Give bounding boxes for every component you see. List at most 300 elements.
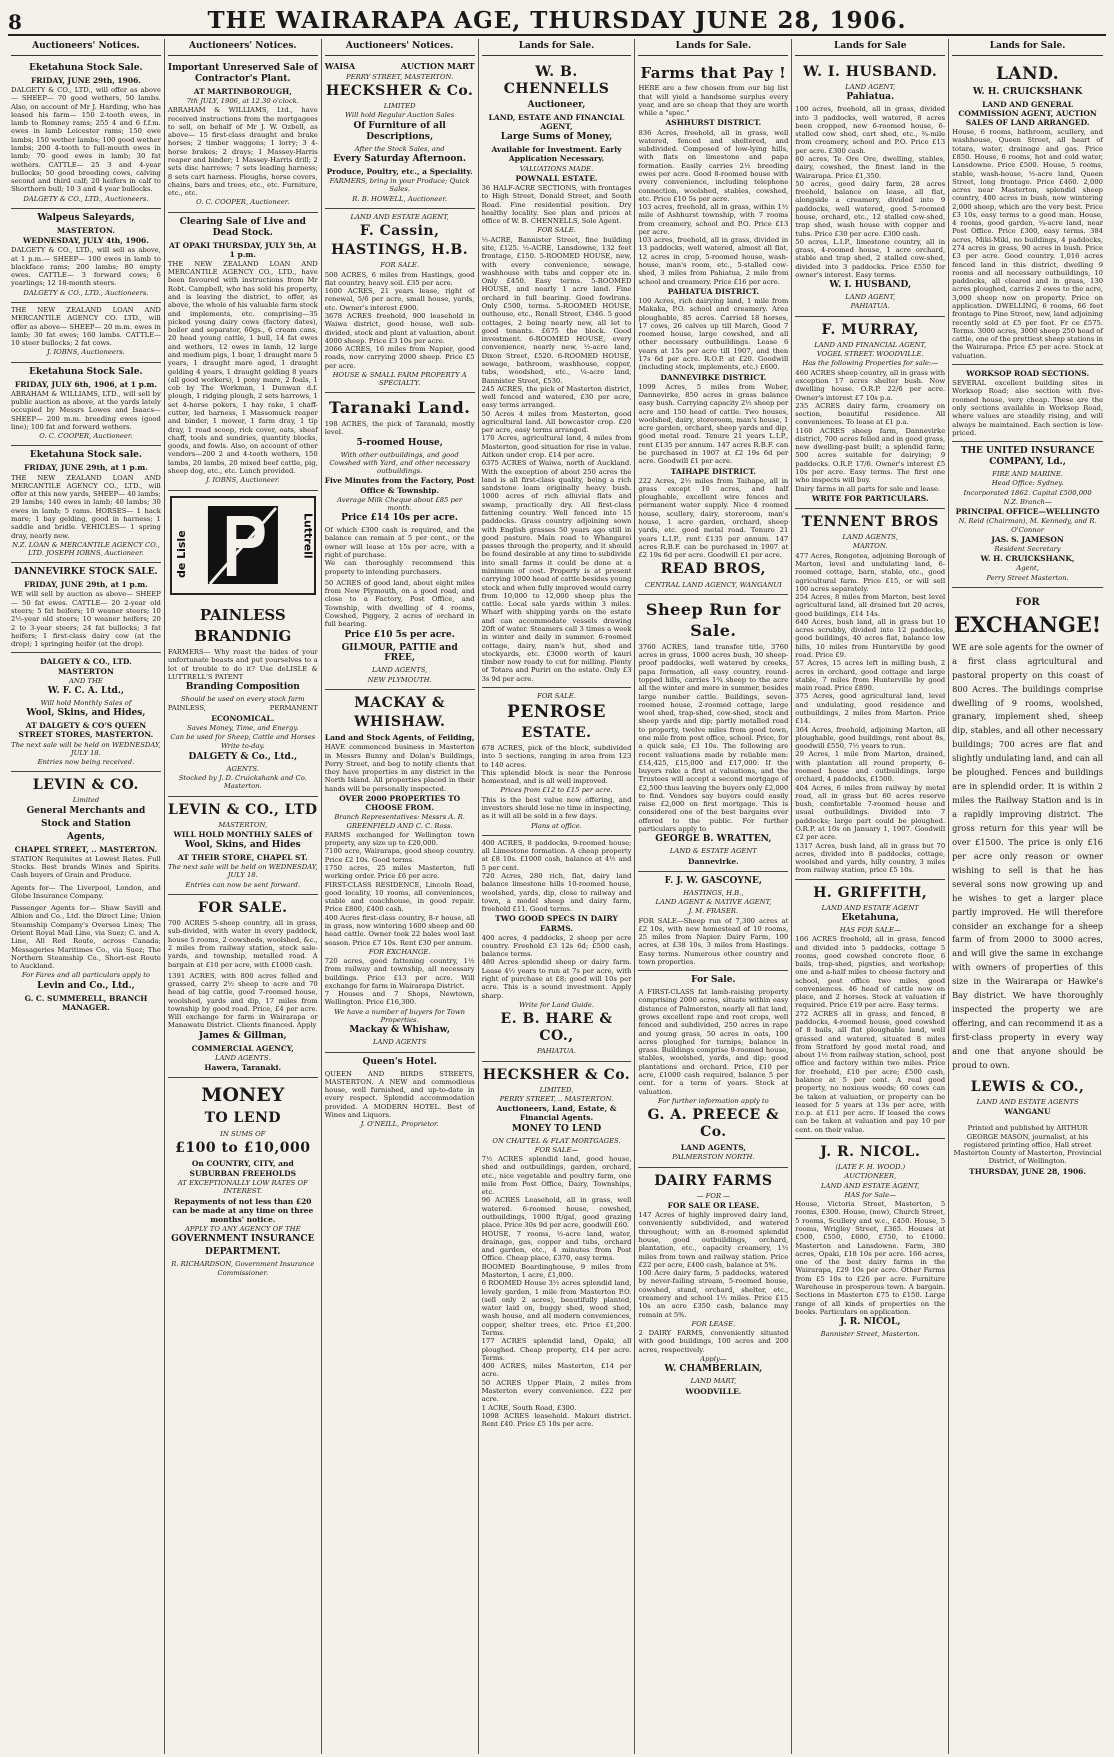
ad-listing-8: 50 ACRES Upper Plain, 2 miles from Masterton every convenience. £22 per acre. xyxy=(481,1378,632,1404)
column-header: Auctioneers' Notices. xyxy=(168,39,318,56)
ad-listing-5: 375 Acres, good agricultural land, level and undulating, good residence and outbuildings, 2 miles from Marton. Price £14. xyxy=(795,692,946,726)
ad-signature-sub: CENTRAL LAND AGENCY, WANGANUI xyxy=(644,580,782,589)
ad-listing-1: 678 ACRES, pick of the block, subdivided into 5 sections, ranging in area from 123 to 140 acres. xyxy=(481,744,632,769)
ad-listing-2: 1600 ACRES, 21 years lease, right of renewal, 5/6 per acre, small house, yards, etc. Owner's interest £900. xyxy=(324,287,475,312)
ad-land: LAND AGENTS. xyxy=(215,1053,271,1062)
ad-after: After the Stock Sales, and xyxy=(354,144,445,153)
ad-goods: Wool, Skins, and Hides, xyxy=(26,708,146,719)
ad-entries: Entries can now be sent forward. xyxy=(185,880,301,889)
column-1 xyxy=(8,39,165,1754)
ad-date: FRIDAY, JUNE 29th, at 1 p.m. xyxy=(24,580,148,590)
ad-listing-1: 100 acres, freehold, all in grass, divided into 3 paddocks, well watered, 8 acres been cropped, new 6-roomed house, 6-stalled cow shed, cart shed, etc., ¾-mile from creamery, school and P.O. Price £13 per acre. £300 cash. xyxy=(795,105,946,155)
ad-on: ON CHATTEL & FLAT MORTGAGES. xyxy=(492,1136,621,1145)
ad-land: LAND AND ESTATE AGENT, xyxy=(821,1181,920,1190)
painless-branding-ad xyxy=(168,600,318,797)
ad-listing-7: 29 Acres, 1 mile from Marton, drained, with plantation all round property, 6-roomed house and outbuildings, large orchard, 4 paddocks, £1500. xyxy=(795,750,946,784)
ad-line-2: Stock and Station xyxy=(40,818,131,829)
imprint: Printed and published by ARTHUR GEORGE MASON, journalist, at his registered printing office, Hall street Masterton County of Masterton, Provincial District, of Wellington. xyxy=(953,1124,1102,1166)
ad-body: ABRAHAM & WILLIAMS, Ltd., have received instructions from the mortgagees to sell, on behalf of Mr J. W. Ozbell, as above— 15 first-class draught and brake horses; 2 timber waggons; 1 lorry; 3 4-horse brakes; 2 drays; 1 Massey-Harris reaper and binder; 1 Massey-Harris drill; 2 sets disc harrows; 7 sets leading harness; 8 sets cart harness. Ploughs, horse covers, chains, bars and trees, etc., etc. Furniture, etc., etc. xyxy=(167,106,318,198)
ad-signature-sub: LAND AGENT, xyxy=(845,293,896,302)
ad-painless: PAINLESS, xyxy=(167,704,206,713)
ad-title-2: Sale. xyxy=(690,621,737,641)
ad-line-3: Agents, xyxy=(66,831,105,842)
ad-listing-2: 50 ACRES of good land, about eight miles from New Plymouth, on a good road, and close to a Factory, Post Office, and Township, with dwelling of 4 rooms, Cowshed, Piggery, 2 acres of orchard in full bearing. xyxy=(324,578,475,629)
ad-company: LEVIN & CO., LTD xyxy=(168,801,318,818)
ad-fares: For Fares and all particulars apply to xyxy=(21,971,151,980)
ad-has: Has the following Properties for sale:— xyxy=(802,359,939,368)
wfca-wool-sales-ad xyxy=(11,653,161,772)
ad-signature: N.Z. LOAN & MERCANTILE AGENCY CO., LTD. JOSEPH IOBNS, Auctioneer. xyxy=(12,540,160,558)
logo-left-text: de Lisle xyxy=(175,529,189,578)
ad-price-2: Price £10 5s per acre. xyxy=(344,629,455,640)
ad-sub: LAND AND FINANCIAL AGENT, xyxy=(814,340,927,349)
ad-sub: LAND AGENTS, xyxy=(680,1143,746,1153)
ad-and: AND THE xyxy=(68,676,103,685)
ad-title: DANNEVIRKE STOCK SALE. xyxy=(14,567,158,578)
ad-listing-3: 400 acres, 4 paddocks, 2 sheep per acre country. Freehold £3 12s 6d; £500 cash, balance terms. xyxy=(481,933,632,959)
ad-should: Should be used on every stock farm xyxy=(181,695,305,704)
ad-body: QUEEN AND BIRDS STREETS, MASTERTON. A NEW and commodious house, well furnished, and up-to-date in every respect. Splendid accommodation provided. A MODERN HOTEL. Best of Wines and Liquors. xyxy=(324,1069,475,1119)
ad-incorporated: Incorporated 1862. Capital £500,000 xyxy=(963,488,1092,497)
column-header: Lands for Sale xyxy=(795,39,945,56)
ad-listing-10: 1098 ACRES leasehold. Makuri district. Rent £40. Price £5 10s per acre. xyxy=(481,1411,632,1429)
ad-date: FRIDAY, JULY 6th, 1906, at 1 p.m. xyxy=(14,379,157,389)
ad-sub: LAND AGENT, xyxy=(845,83,896,92)
ad-next-sale: The next sale will be held on WEDNESDAY, JULY 18. xyxy=(11,740,161,757)
ad-signature: READ BROS, xyxy=(660,561,767,578)
ad-listing-2: 272 ACRES all in grass, and fenced, 8 paddocks, 4-roomed house, good cowshed of 8 bails, all flat ploughable land, well grassed and watered, situated 8 miles from Stratford by good metal road, and about 1½ from railway station, school, post office and factory within two miles. Price for freehold, £10 per acre; £500 cash, balance at 5 per cent. A real good property, no noxious weeds; 60 cows can be taken at valuation, or property can be leased for 5 years at 13s per acre, with r.o.p. at £11 per acre. If leased the cows can be taken at valuation and pay 10 per cent. on their value. xyxy=(795,1009,946,1134)
ad-listing-1: 477 Acres, Rongotea, adjoining Borough of Marton, level and undulating land, 6-roomed cottage, barn, stable, etc., good agricultural farm. Price £15, or will sell 100 acres separately. xyxy=(795,551,946,593)
ad-title: FOR SALE. xyxy=(198,900,288,917)
ad-signature: DALGETY & CO., LTD., Auctioneers. xyxy=(23,194,149,203)
ad-place: Dannevirke. xyxy=(687,856,739,866)
farms-that-pay-ad xyxy=(638,59,788,595)
ad-district-1: ASHHURST DISTRICT. xyxy=(665,118,762,128)
ad-title: Walpeus Saleyards, xyxy=(37,213,135,224)
ad-listing-8: 404 Acres, 6 miles from railway by metal road, all in grass but 60 acres reserve bush, comfortable 7-roomed house and usual outbuildings. Divided into 7 paddocks; large part could be ploughed. O.R.P. at 10s on January 1, 1907. Goodwill £2 per acre. xyxy=(795,783,946,842)
ad-list: ½-ACRE, Bannister Street, fine building site, £125. ½-ACRE, Lansdowne, 132 feet frontage, £150. 5-ROOMED HOUSE, new, with every convenience, sewage, washhouse with tubs and copper etc in. Only £450. Easy terms. 5-ROOMED HOUSE, and nearly 1 acre land. Fine orchard in full bearing. Good fowlruns. Only £500, terms. 5-ROOMED HOUSE, outhouse, etc., Renall Street, £346. 5 good cottages, 2 being nearly new, all let to good tenants. £675 the block. Good investment. 6-ROOMED HOUSE, every convenience, nearly new, ½-acre land, Dixon Street, £520. 6-ROOMED HOUSE, sewage, bathroom, washhouse, copper, tubs, woodshed, etc., ¼-acre land, Bannister Street, £530. xyxy=(481,235,632,385)
ad-listing-3: 50 acres, good dairy farm, 28 acres freehold, balance on lease, all flat, alongside a creamery, divided into 9 paddocks, well watered, good 5-roomed house, orchard, etc., 12 stalled cow-shed, trap shed, wash house with copper and tubs. Price £30 per acre. £300 cash. xyxy=(795,179,946,238)
ad-best: This is the best value now offering, and investors should lose no time in inspecting, as it will all be sold in a few days. xyxy=(481,795,632,821)
ad-title-right: AUCTION MART xyxy=(400,60,475,71)
ad-listing-3: 3678 ACRES freehold, 900 leasehold in Waiwa district, good house, well sub-divided, stock and plant at valuation, about 4000 sheep. Price £3 10s per acre. xyxy=(324,311,475,345)
ad-company-sub: LAND AGENTS, xyxy=(371,666,428,675)
ad-place: MASTERTON, xyxy=(218,820,268,829)
ad-date: WEDNESDAY, JULY 4th, 1906. xyxy=(22,236,149,246)
ad-money: MONEY TO LEND xyxy=(511,1123,602,1134)
ad-place: HASTINGS, H.B. xyxy=(331,242,469,259)
ad-listing-1: 700 ACRES 5-sheep country, all in grass, sub-divided, with water in every paddock, house 5 rooms, 2 cowsheds, woolshed, &c., 2 miles from railway station, stock sale-yards, and township, metalled road. A bargain at £10 per acre, with £1000 cash. xyxy=(167,919,318,969)
ad-company: W. B. CHENNELLS xyxy=(503,63,610,98)
ad-has: HAS for Sale— xyxy=(844,1190,896,1199)
dannevirke-stock-sale-ad xyxy=(11,563,161,653)
ad-listing-5: 1099 Acres, 5 miles from Weber, Dannevirke, 850 acres in grass balance easy bush. Carrying capacity 2½ sheep per acre and 150 head of cattle. Two houses, woolshed, dairy, storeroom, man's house, 1 acre garden, orchard, sheep yards and dip, good metal road. Tenure 21 years L.I.P., rent £135 per annum. 147 acres R.B.F. can be purchased in 1907 at £2 19s 6d per acre. Goodwill £1 per acre. xyxy=(638,382,789,466)
ad-title: WORKSOP ROAD SECTIONS. xyxy=(966,368,1090,378)
ad-listing-5: 6 ROOMED House 3½ acres splendid land, lovely garden, 1 mile from Masterton P.O. (sell only 2 acres), beautifully planted, water laid on, buggy shed, wood shed, wash house, and all modern conveniences, copper, shelter trees, etc. Price £1,200. Terms. xyxy=(481,1279,632,1337)
ad-listing-4: 170 Acres, agricultural land, 4 miles from Masterton, good situation for rise in value. Aitken under crop. £14 per acre. xyxy=(481,434,632,460)
ad-gov-2: DEPARTMENT. xyxy=(205,1247,281,1258)
ad-avail: Available for Investment. Early Application Necessary. xyxy=(491,145,622,164)
ad-company: G. A. PREECE & Co. xyxy=(647,1107,780,1141)
ad-company: James & Gillman, xyxy=(198,1030,287,1041)
ad-brand: Branding Composition xyxy=(185,682,300,693)
ad-line-1: General Merchants and xyxy=(26,805,146,816)
ad-listing-6: 7 Houses and 7 Shops, Newtown, Wellington. Price £16,300. xyxy=(324,990,475,1007)
ad-rates: AT EXCEPTIONALLY LOW RATES OF INTEREST. xyxy=(177,1179,308,1196)
ad-listing-2: 1750 acres, 25 miles Masterton, full working order. Price £6 per acre. xyxy=(324,863,475,881)
for-sale-ad xyxy=(168,895,318,1078)
ad-goods: Wool, Skins, and Hides xyxy=(184,840,301,851)
ad-company: J. R. NICOL. xyxy=(820,1143,921,1160)
ad-signature: O. C. COOPER, Auctioneer. xyxy=(196,198,290,207)
ad-company: E. B. HARE & CO., xyxy=(500,1011,613,1045)
ad-place: WOODVILLE. xyxy=(685,1386,742,1396)
ad-title: DAIRY FARMS xyxy=(654,1172,773,1189)
ad-listing-3: 640 Acres, bush land, all in grass but 10 acres scrubby, divided into 12 paddocks, good buildings, 40 acres flat, balance low hills, 10 miles from Hunterville by good road. Price £9. xyxy=(795,617,946,660)
column-header: Lands for Sale. xyxy=(952,39,1103,56)
ad-body: House, 6 rooms, bathroom, scullery, and washhouse, Queen Street, all heart of totara, water, drainage and gas. Price £850. House, 6 rooms, hot and cold water, Lansdowne. Price £500. House, 5 rooms, stable, wash-house, ½-acre land, Queen Street, long frontage. Price £460. 2,000 acres near Masterton, splendid sheep country, 400 acres in bush, now wintering 2,000 sheep, which are the very best. Price £3 10s, easy terms to a good man. House, 4 rooms, good garden, ¼-acre land, near Post Office. Price £300, easy terms. 384 acres, Miki-Miki, no buildings, 4 paddocks, 274 acres in grass, 90 acres in bush. Price £3 per acre. Good country. 1,016 acres fenced land in this district, dwelling 9 rooms and all necessary outbuildings, 10 paddocks, all cleared and in grass, 130 acres ploughed, carries 2 ewes to the acre, 3,000 sheep now on property. Price on application. DWELLING, 6 rooms, 66 feet frontage to Pine Street, new, land adjoining recently sold at £5 per foot. Fr ce £575. Terms. 3000 acres, 3000 sheep 250 head of cattle, one of the prettiest sheep stations in the Wairarapa. Price £5 per acre. Stock at valuation. xyxy=(952,128,1104,360)
money-to-lend-ad xyxy=(168,1078,318,1282)
ad-title: EXCHANGE! xyxy=(954,612,1102,638)
ad-listing-1: 106 ACRES freehold, all in grass, fenced and divided into 5 paddocks, cottage 5 rooms, good cowshed concrete floor, 6 bails, trap-shed, pigsties, and workshop; one and a-half miles to cheese factory and school, post office two miles, good conveniences. 46 head of cattle now on place, and 2 horses. Stock at valuation if required. Price £19 per acre. Easy terms. xyxy=(795,935,946,1010)
ad-date: 7th JULY, 1906, at 12.30 o'clock. xyxy=(186,97,299,106)
gascoyne-ad xyxy=(638,872,788,972)
ad-sub: LAND AGENT & NATIVE AGENT, xyxy=(655,897,772,906)
column-header: Lands for Sale. xyxy=(482,39,632,56)
ad-body: STATION Requisites at Lowest Rates. Full Stocks. Best brands Wines and Spirits. Cash buyers of Grain and Produce. xyxy=(11,854,161,880)
ad-stocked: Stocked by J. D. Cruickshank and Co. Masterton. xyxy=(178,774,307,791)
ad-listing-1: 836 Acres, freehold, all in grass, well watered, fenced and sheltered, and subdivided. Composed of low-lying hills, with flats on limestone and papa formation. Easily carries 2½ breeding ewes per acre. Good 8-roomed house with every convenience, including telephone connection, woolshed, stables, cowshed, etc. Price £10 5s per acre. xyxy=(638,128,789,203)
ad-listing-4: Dairy farms in all parts for sale and lease. xyxy=(795,484,941,493)
ad-listing-1: 7100 acre, Wairarapa, good sheep country. Price £2 10s. Good terms. xyxy=(324,847,475,864)
ad-sub: SUBURBAN FREEHOLDS xyxy=(189,1169,297,1179)
levin-monthly-sales-ad xyxy=(168,797,318,895)
ad-listing-5: 6375 ACRES of Waiwa, north of Auckland. With the exception of about 250 acres the land is all first-class quality, being a rich sandstone loam originally heavy bush. 1000 acres of rich alluvial flats and swamp, practically dry. All first-class fattening country. Well fenced into 15 paddocks. Grass country adjoining sown with English grasses 50 years ago still in good pasture. Main road to Whangarei passes through the property, and it should be found desirable at any time to subdivide into small farms it could be done at a minimum of cost. Property is at present carrying 1000 head of cattle besides young stock and when fully improved would carry from 10,000 to 12,000 sheep plus the cattle. Local sale yards within 3 miles. Wharf with shipping yards on the estate and can accommodate vessels drawing 20ft of water. Steamers call 3 times a week in winter and daily in summer. 6-roomed cottage, dairy, man's hut, shed and stockyards, etc. £3000 worth of kauri timber now ready to cut for milling. Plenty of Totara and Puriri on the estate. Only £3 3s 9d per acre. xyxy=(481,459,632,683)
murray-ad xyxy=(795,317,945,509)
ad-body: WE will sell by auction as above— SHEEP— 50 fat ewes. CATTLE— 20 2-year old steers; 5 fat heifers; 10 weaner steers; 10 2½-year old steers; 10 weaner heifers; 20 2 to 3-year steers; 24 fat bullocks; 3 fat heifers; 1 first-class dairy cow (at the drop); 1 springing heifer (at the drop). xyxy=(11,590,161,649)
ad-permanent: PERMANENT xyxy=(269,704,318,713)
ad-spec: HOUSE & SMALL FARM PROPERTY A SPECIALTY. xyxy=(332,370,467,388)
ad-listing-1: 147 Acres of highly improved dairy land, conveniently subdivided, and watered throughout; with an 8-roomed splendid house, good outbuildings, orchard, plantation, etc., capacity creamery, 1½ miles from town and railway station. Price £22 per acre, £400 cash, balance at 5%. xyxy=(638,1211,789,1269)
column-5 xyxy=(635,39,792,1754)
ad-sub: LAND AND GENERAL COMMISSION AGENT, AUCTION SALES OF LAND ARRANGED. xyxy=(958,99,1097,127)
ad-exchange: FOR EXCHANGE. xyxy=(368,947,431,956)
ad-estate: ESTATE. xyxy=(521,724,592,741)
ad-for: FOR xyxy=(1015,596,1040,608)
auction-mart-ad xyxy=(325,59,475,209)
ad-farms: FARMS exchanged for Wellington town property, any size up to £20,000. xyxy=(324,830,475,848)
branding-logo-graphic xyxy=(172,498,314,593)
ad-listing-2: 254 Acres, 8 miles from Marton, best level agricultural land, all drained but 20 acres, good buildings, £14 14s. xyxy=(795,593,946,618)
ad-listing-3: FIRST-CLASS RESIDENCE, Lincoln Road, good locality, 10 rooms, all conveniences, stable and coachhouse, in good repair. Price £800, £400 cash. xyxy=(324,880,475,914)
ad-sub: Auctioneer, xyxy=(527,100,586,111)
ad-body: FOR SALE—Sheep run of 7,300 acres at £2 10s, with new homestead of 10 rooms, 25 miles from Napier. Dairy Farm, 100 acres, at £38 10s, 3 miles from Hastings. Easy terms. Numerous other country and town properties. xyxy=(638,916,789,966)
ad-entries: Entries now being received. xyxy=(37,758,135,767)
ad-principal: PRINCIPAL OFFICE—WELLINGTO xyxy=(955,507,1100,517)
taranaki-land-ad xyxy=(325,393,475,690)
ad-place: POWNALL ESTATE. xyxy=(515,173,598,183)
ad-listing-4: 400 Acres first-class country, 8-r house, all in grass, now wintering 1600 sheep and 60 head cattle. Owner took 22 bales wool last season. Price £7 10s. Rent £30 per annum. xyxy=(324,913,475,947)
ad-company: W. CHAMBERLAIN, xyxy=(664,1364,763,1375)
ad-signature: R. B. HOWELL, Auctioneer. xyxy=(352,194,448,203)
ad-listing-1: 36 HALF-ACRE SECTIONS, with frontages to High Street, Donald Street, and South Road. Fine residential position. Dry healthy locality. See plan and prices at office of W. B. CHENNELLS, Sole Agent. xyxy=(481,184,632,226)
newspaper-title: THE WAIRARAPA AGE, THURSDAY JUNE 28, 1906. xyxy=(207,7,907,34)
ad-listing-3: 50 Acres 4 miles from Masterton, good agricultural land. All bowcaster crop. £20 per acre, easy terms arranged. xyxy=(481,409,632,435)
ad-jp: J. M. FRASER. xyxy=(688,907,739,916)
ad-company: H. GRIFFITH, xyxy=(813,884,928,901)
ad-signature: DALGETY & CO., LTD., Auctioneers. xyxy=(23,288,149,297)
ad-district-3: DANNEVIRKE DISTRICT. xyxy=(660,372,767,382)
ad-place: MASTERTON. xyxy=(56,225,115,235)
ad-date: AT OPAKI THURSDAY, JULY 5th, At 1 p.m. xyxy=(169,240,317,259)
ad-sub: LAND AND ESTATE AGENT, xyxy=(350,212,449,221)
cassin-ad xyxy=(325,209,475,394)
ad-repay: Repayments of not less than £20 can be made at any time on three months' notice. xyxy=(172,1196,314,1225)
ad-sale: FOR SALE OR LEASE. xyxy=(667,1201,760,1211)
imprint-date: THURSDAY, JUNE 28, 1906. xyxy=(969,1166,1086,1176)
ad-company: F. J. W. GASCOYNE, xyxy=(664,875,763,886)
eketahuna-stock-sale-ad xyxy=(11,59,161,209)
ad-head-office: Head Office: Sydney. xyxy=(991,479,1064,488)
ad-company: HECKSHER & Co. xyxy=(482,1066,631,1083)
hare-ad xyxy=(482,836,632,1062)
ad-signature: W. I. HUSBAND, xyxy=(829,280,912,291)
column-4 xyxy=(479,39,636,1754)
ad-sums: £100 to £10,000 xyxy=(175,1139,311,1156)
ad-furniture: Of Furniture of all Descriptions, xyxy=(353,120,446,142)
ad-listing-1: 400 ACRES, 8 paddocks, 9-roomed house; all Limestone formation. A cheap property at £8 10s. £1000 cash, balance at 4½ and 5 per cent. xyxy=(481,838,632,872)
ad-write: Write for Land Guide. xyxy=(519,1000,595,1009)
ad-signature-place: Bannister Street, Masterton. xyxy=(820,1330,920,1339)
nz-loan-ad xyxy=(11,303,161,363)
ad-company: LEVIN & CO. xyxy=(32,777,139,794)
nicol-ad xyxy=(795,1139,945,1343)
ad-board: N. Reid (Chairman), M. Kennedy, and R. O'Connor xyxy=(958,517,1097,534)
ad-listing-2: 103 acres, freehold, all in grass, within 1½ mile of Ashhurst township, with 7 rooms from creamery, school and P.O. Price £13 per acre. xyxy=(638,203,789,236)
ad-company: W. H. CRUICKSHANK xyxy=(972,86,1083,97)
ad-location: AT THEIR STORE, CHAPEL ST. xyxy=(177,853,308,863)
ad-limited: LIMITED xyxy=(383,102,416,111)
ad-company: F. Cassin, xyxy=(359,223,440,240)
cruickshank-ad xyxy=(952,59,1103,365)
ad-listing-6: 177 ACRES splendid land, Opaki, all ploughed. Cheap property, £14 per acre. Terms. xyxy=(481,1337,632,1362)
ad-signature: J. IOBNS, Auctioneers. xyxy=(46,348,125,357)
ad-listing-5: 720 acres, good fattening country, 1½ from railway and township, all necessary buildings. Price £13 per acre. Will exchange for farm in Wairarapa District. xyxy=(324,957,475,990)
ad-company: W. F. C. A. Ltd., xyxy=(47,686,125,696)
ad-apply: APPLY TO ANY AGENCY OF THE xyxy=(185,1225,301,1234)
ad-listing-4: BOOMED Boardinghouse, 9 miles from Masterton, 1 acre, £1,000. xyxy=(481,1262,632,1279)
ad-write: WRITE FOR PARTICULARS. xyxy=(811,493,929,503)
ad-two: TWO GOOD SPECS IN DAIRY FARMS. xyxy=(495,914,618,933)
branding-logo-image xyxy=(170,496,316,595)
ad-company: TENNENT BROS xyxy=(801,514,939,531)
clearing-sale-ad xyxy=(168,213,318,491)
ad-listing-4: 57 Acres, 15 acres left in milling bush, 2 acres in orchard, good cottage and large stable, 7 miles from Hunterville by good main road. Price £890. xyxy=(795,659,946,693)
masthead xyxy=(8,6,1106,36)
ad-signature-sub: LAND & ESTATE AGENT xyxy=(669,847,757,856)
ad-place: VOGEL STREET. WOODVILLE. xyxy=(816,350,924,359)
ad-lease: FOR LEASE. xyxy=(691,1319,736,1328)
levin-co-ad xyxy=(11,772,161,1017)
husband-ad xyxy=(795,59,945,317)
ad-sub: AUCTIONEER, xyxy=(844,1172,897,1181)
ad-branch: Branch Representatives: Messrs A. R. GREENFIELD AND C. C. Ross. xyxy=(334,813,465,830)
ad-signature: J. R. NICOL, xyxy=(839,1317,901,1328)
dairy-farms-ad xyxy=(638,1168,788,1401)
ad-late: (LATE F. H. WOOD.) xyxy=(835,1163,906,1172)
ad-place: AT MARTINBOROUGH, xyxy=(193,86,292,96)
ad-title: Important Unreserved Sale of Contractor's Plant. xyxy=(167,62,318,84)
ad-every: Every Saturday Afternoon. xyxy=(333,153,467,164)
for-exchange-ad xyxy=(952,588,1103,1181)
ad-manager: G. C. SUMMERELL, BRANCH MANAGER. xyxy=(24,993,148,1012)
ad-land: LAND, ESTATE AND FINANCIAL AGENT, xyxy=(488,113,625,132)
ad-date: FRIDAY, JUNE 29th, at 1 p.m. xyxy=(24,463,148,473)
ad-agents: DALGETY & Co., Ltd., xyxy=(188,751,298,762)
column-3 xyxy=(322,39,479,1754)
walpeus-saleyards-ad xyxy=(11,209,161,303)
column-7 xyxy=(949,39,1106,1754)
contractors-plant-ad xyxy=(168,59,318,213)
column-header: Auctioneers' Notices. xyxy=(325,39,475,56)
ad-place: PERRY STREET, .. MASTERTON. xyxy=(499,1094,614,1103)
ad-signature: Mackay & Whishaw, xyxy=(349,1025,450,1036)
ad-title-1: MONEY xyxy=(201,1084,285,1107)
ad-body: House, Victoria Street, Masterton, 5 rooms, £300. House, (new), Church Street, 5 rooms, Scullery and w.c., £450. House, 5 rooms, Wrigley Street, £365. Houses at £500, £550, £600, £750, to £1000. Masterton and Lansdowne. Farm, 380 acres, Opaki, £18 10s per acre. 166 acres, one of the best dairy farms in the Wairarapa, £29 10s per acre. Other Farms from £5 10s to £26 per acre. Furniture Warehouse in prosperous town. A bargain. Sections in Masterton £75 to £150. Large range of all kinds of properties on the books. Particulars on application. xyxy=(795,1200,946,1316)
ad-large: Large Sums of Money, xyxy=(500,132,613,143)
queens-hotel-ad xyxy=(325,1053,475,1134)
tennent-bros-ad xyxy=(795,509,945,880)
ad-agent-place: Perry Street Masterton. xyxy=(986,573,1069,582)
ad-listing-3: 1160 ACRES sheep farm, Dannevirke district, 700 acres felled and in good grass, new dwelling-past built; a splendid farm; 500 acres suitable for dairying; 9 paddocks. O.R.P. 17/6. Owner's interest £5 10s per acre. Easy terms. The first one who inspects will buy. xyxy=(795,426,946,485)
ad-signature-place: WANGANU xyxy=(1004,1107,1051,1117)
ad-listing-7: 400 ACRES, miles Masterton, £14 per acre. xyxy=(481,1362,632,1379)
ad-place: PERRY STREET, MASTERTON. xyxy=(346,72,454,81)
ad-has: HAS FOR SALE— xyxy=(839,925,901,934)
ad-apply: Apply— xyxy=(700,1354,727,1363)
ad-listing-2: 100 Acre dairy farm, 5 paddocks, watered by never-failing stream, 5-roomed house, cowshed, stand, orchard, shelter, etc., creamery and school 1½ miles. Price £15 10s an acre £350 cash, balance may remain at 5%. xyxy=(638,1269,789,1319)
ad-listing-2: 96 ACRES Leasehold, all in grass, well watered. 6-roomed house, cowshed, outbuildings, 1000 ft/gal, good grazing place. Price 30s 9d per acre, goodwill £60. xyxy=(481,1196,632,1230)
penrose-estate-ad xyxy=(482,688,632,836)
logo-right-text: Luttrell xyxy=(301,512,314,559)
ad-place: NEW PLYMOUTH. xyxy=(367,675,432,684)
ad-desc: This splendid block is near the Penrose homestead, and is all well improved. xyxy=(481,768,632,786)
ad-place: PALMERSTON NORTH. xyxy=(672,1153,755,1162)
ad-listing-1: 198 ACRES, the pick of Taranaki, mostly level. xyxy=(324,419,475,437)
eketahuna-stock-sale-3-ad xyxy=(11,446,161,563)
ad-for: — FOR — xyxy=(696,1191,731,1200)
ad-listing-4: 480 Acres splendid sheep or dairy farm. Lease 4½ years to run at 7s per acre, with right of purchase at £8; good will 10s per acre. This is a sound investment. Apply sharp. xyxy=(481,958,632,1000)
ad-place: Eketahuna, xyxy=(841,912,899,923)
ad-five: Five Minutes from the Factory, Post Office & Township. xyxy=(324,476,475,495)
ad-title-1: PAINLESS xyxy=(199,605,286,624)
ad-passenger: Passenger Agents for— Shaw Savill and Albion and Co., Ltd. the Direct Line; Union Steamship Company's Oversea Lines; The Orient Royal Mail Line, via Suez; C. and A. Line, All Red Route, across Canada; Messageries Maritimes Co., via Suez; The Northern Steamship Co., Short-est Route to Auckland. xyxy=(11,904,161,971)
columns xyxy=(8,39,1106,1754)
ad-forsale: FOR SALE. xyxy=(537,226,576,235)
ad-title-1: Sheep Run for xyxy=(645,599,781,619)
ad-sub: LAND MART, xyxy=(690,1377,737,1386)
ad-signature-sub: LAND AGENTS xyxy=(372,1038,427,1047)
ad-can-be-used: Can be used for Sheep, Cattle and Horses xyxy=(170,733,316,742)
ad-signature: J. IOBNS, Auctioneer. xyxy=(205,476,280,485)
ad-body: THE NEW ZEALAND LOAN AND MERCANTILE AGENCY CO. LTD., will offer as above— SHEEP— 20 m.m. ewes in lamb; 30 fat ewes; 160 lambs. CATTLE— 10 steer bullocks; 2 fat cows. xyxy=(11,305,161,348)
eketahuna-stock-sale-2-ad xyxy=(11,363,161,447)
ad-saves: Saves Money, Time, and Energy. xyxy=(187,723,299,732)
united-insurance-ad xyxy=(952,442,1103,588)
column-2 xyxy=(165,39,322,1754)
ad-listing-4: 50 acres, L.I.P., limestone country, all in grass, 4-roomed house, 1 acre orchard, stable and trap shed, 2 stalled cow-shed, divided into 3 paddocks. Price £550 for owner's interest. Easy terms. xyxy=(795,237,946,279)
ad-company: HECKSHER & Co. xyxy=(325,83,474,99)
ad-qualities xyxy=(168,704,318,712)
ad-sub: FIRE AND MARINE. xyxy=(992,470,1064,479)
ad-listing-1: 3760 ACRES, land transfer title, 3760 acres in grass, 1000 acres bush, 30 sheep-proof paddocks, well watered by creeks, papa formation, all easy country, round-topped hills, carries 1¾ sheep to the acre all the winter and more in summer, besides large number cattle. Buildings, seven-roomed house, 2-roomed cottage, large wool shed, trap-shed, cow-shed, stock and sheep yards and dip; partly metalled road to property, twelve miles from good town, one mile from post office, school. Price, for a quick sale, £3 10s. The following are recent valuations made by reliable men: £14,425, £15,000 and £17,000. If the buyers rake a first at valuations, and the Trustees will accept a second mortgage of £2,500 thus leaving the buyers only £2,000 to find. Vendors say buyers could easily raise £2,000 on first mortgage. This is considered one of the best bargains ever offered to the public. For further particulars apply to xyxy=(638,642,789,834)
ad-body: FARMERS— Why roast the hides of your unfortunate beasts and put yourselves to a lot of trouble to do it? Use deLISLE & LUTTRELL'S PATENT xyxy=(167,648,318,681)
ad-listing-3: HOUSE, 7 rooms, ½-acre land, water, drainage, gas, copper and tubs, orchard and garden, etc., 4 minutes from Post Office. Cheap place, £370, easy terms. xyxy=(481,1229,632,1263)
ad-in: IN SUMS OF xyxy=(220,1129,266,1138)
ad-body: Will hold Monthly Sales of xyxy=(40,698,132,707)
ad-title: PENROSE xyxy=(507,702,606,723)
ad-listing-9: 1 ACRE, South Road, £300. xyxy=(481,1403,577,1412)
ad-title: Eketahuna Stock sale. xyxy=(29,450,142,461)
ad-date: FRIDAY, JUNE 29th, 1906. xyxy=(30,75,141,85)
ad-place: MARTON. xyxy=(852,542,888,551)
sheep-run-ad xyxy=(638,595,788,872)
ad-listing-4: 2066 ACRES, 16 miles from Napier, good roads, now carrying 2000 sheep. Price £5 per acre. xyxy=(324,345,475,370)
ad-signature: J. O'NEILL, Proprietor. xyxy=(360,1120,439,1129)
ad-signature: LEWIS & CO., xyxy=(970,1078,1085,1095)
ad-body: A FIRST-CLASS fat lamb-raising property comprising 2000 acres, situate within easy distance of Palmerston, nearly all flat land, grows excellent rape and root crops, well fenced and subdivided, 250 acres in rape and young grass, 50 acres in oats, 100 acres ploughed for turnips, balance in grass. Buildings comprise 9-roomed house, stables, woolshed, yards, and dip; good plantations and orchard. Price, £10 per acre, £1000 cash required, balance 5 per cent. for a term of years. Stock at valuation. xyxy=(638,988,789,1096)
ad-place: HASTINGS, H.B., xyxy=(683,888,744,897)
ad-title: DALGETY & CO., LTD. MASTERTON xyxy=(40,657,132,676)
ad-plans: Plans at office. xyxy=(531,821,582,830)
ad-limited: LIMITED, xyxy=(539,1085,574,1094)
ad-company: F. MURRAY, xyxy=(821,321,919,338)
chennells-ad xyxy=(482,59,632,688)
ad-company: THE UNITED INSURANCE COMPANY, Ld., xyxy=(960,446,1095,468)
ad-next-sale: The next sale will be held on WEDNESDAY, JULY 18. xyxy=(167,863,318,880)
ad-forsale: FOR SALE— xyxy=(534,1145,579,1154)
ad-listing-1: 500 ACRES, 6 miles from Hastings, good flat country, heavy soil. £35 per acre. xyxy=(324,270,475,287)
ad-prices: Prices from £12 to £15 per acre. xyxy=(500,786,613,795)
ad-listing-2: 80 acres, Te Ore Ore, dwelling, stables, dairy, cowshed, the finest land in the Wairarapa. Price £1,350. xyxy=(795,154,946,180)
ad-location: AT DALGETY & CO'S QUEEN STREET STORES, MASTERTON. xyxy=(18,721,154,740)
ad-district-2: PAHIATUA DISTRICT. xyxy=(667,286,759,296)
ad-body: SEVERAL excellent building sites in Worksop Road; also section with five-roomed house, very cheap. These are the only sections available in Worksop Road, where values are steadily rising, and will always be maintained. Each section is low-priced. xyxy=(952,379,1104,437)
ad-body: HAVE commenced business in Masterton in Messrs Bunny and Dolan's Buildings, Perry Street, and beg to notify clients that they have properties in any district in the North Island. All properties placed in their hands will be personally inspected. xyxy=(324,743,475,793)
ad-company: W. I. HUSBAND. xyxy=(803,63,938,80)
ad-farmers: FARMERS, bring in your Produce; Quick Sales. xyxy=(329,176,470,194)
ad-company: GILMOUR, PATTIE and FREE, xyxy=(341,642,458,664)
worksop-road-ad xyxy=(952,365,1103,442)
ad-further: For further information apply to xyxy=(658,1096,769,1105)
ad-body: WE are sole agents for the owner of a first class agricultural and pastoral property on this coast of 800 Acres. The buildings comprise dwelling of 9 rooms, woolshed, granary, implement shed, sheep dip, stables, and all other necessary buildings; 700 acres are flat and slightly undulating land, and can all be ploughed. Fences and buildings are in splendid order. It is within 2 miles the Railway Station and is in a rapidly improving district. The gross return for this year will be over £1500. The price is only £16 per acre only reason or owner wishing to sell is that he has several sons now growing up and he wishes to get a larger place partly improved. He will therefore consider an exchange for a sheep farm of from 2000 to 3000 acres, and will give the same in exchange with owners of properties of this size in the Wairarapa or Hawke's Bay district. We have thoroughly inspected the property we are offering, and can recommend it as a first-class property in every way and one that anyone should be proud to own. xyxy=(952,641,1104,1070)
ad-company-1: MACKAY & xyxy=(354,695,446,712)
ad-district-4: TAIHAPE DISTRICT. xyxy=(670,466,757,476)
ad-sub: Land and Stock Agents, of Feilding, xyxy=(324,733,475,743)
ad-place: Hawera, Taranaki. xyxy=(204,1063,282,1073)
ad-limited: Limited xyxy=(72,796,100,805)
ad-forsale: FOR SALE. xyxy=(380,261,420,270)
ad-gov-1: GOVERNMENT INSURANCE xyxy=(171,1234,315,1245)
griffith-ad xyxy=(795,880,945,1139)
ad-forsale: FOR SALE. xyxy=(537,691,576,700)
ad-listing-6: 222 Acres, 2½ miles from Taihape, all in grass except 10 acres, and half ploughable, excellent wire fences and permanent water supply. Nice 4 roomed house, scullery, dairy, storeroom, man's house, 1 acre garden, orchard, sheep yards, etc. good metal road. Tenure 21 years L.I.P., rent £135 per annum. 147 acres R.B.F. can be purchased in 1907 at £2 19s 6d per acre. Goodwill £1 per acre. xyxy=(638,476,789,560)
ad-listing-4: 100 Acres, rich dairying land, 1 mile from Makaka, P.O. school and creamery. Area ploughable, 85 acres. Carried 18 horses, 17 cows, 26 calves up till March, Good 7 roomed house, large cowshed, and all other necessary outbuildings. Lease 6 years at 15s per acre till 1907, and then 17s 6d per acre. R.O.P. at £20. Goodwill (including stock, implements, etc.) £600. xyxy=(638,297,789,372)
ad-listing-2: 245 ACRES, the pick of Masterton district, well fenced and watered, £30 per acre, easy terms arranged. xyxy=(481,384,632,410)
ad-title: Taranaki Land. xyxy=(329,398,471,418)
ad-listing-9: 1317 Acres, bush land, all in grass but 70 acres, divided into 8 paddocks, cottage, woolshed and yards, hilly country, 3 miles from railway station, price £5 10s. xyxy=(795,841,946,875)
ad-title-2: BRANDNIG xyxy=(194,626,292,645)
